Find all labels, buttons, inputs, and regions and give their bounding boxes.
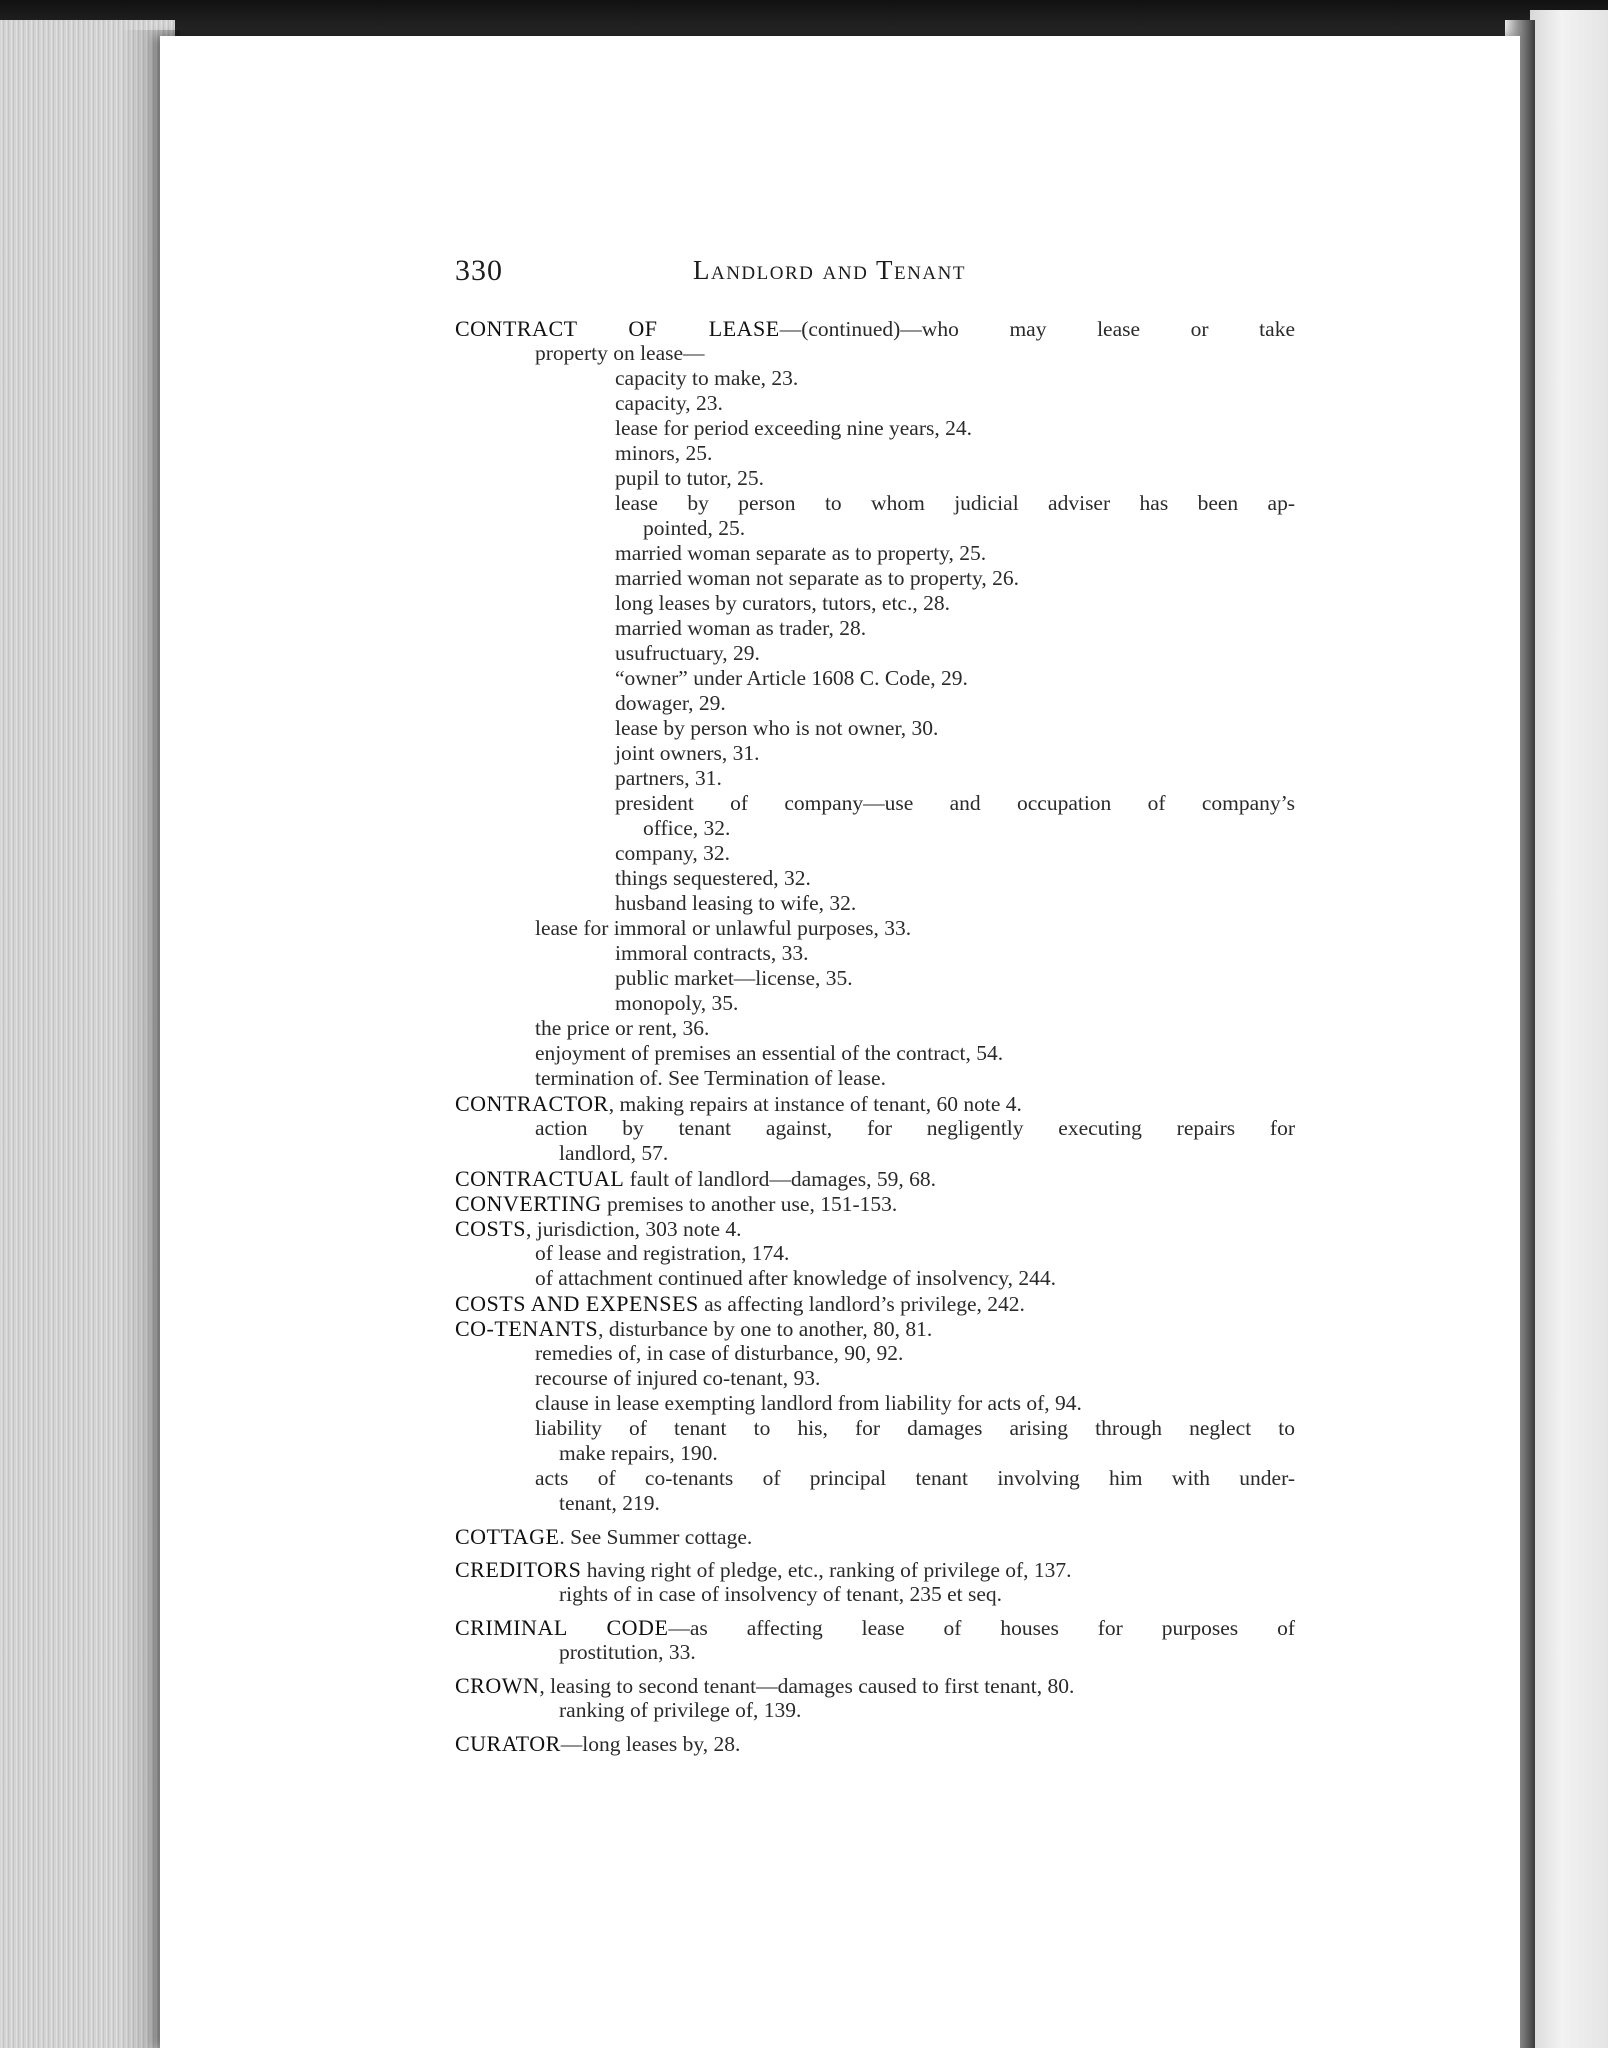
index-text: acts of co-tenants of principal tenant involving him with under- xyxy=(535,1466,1295,1490)
index-subentry-line xyxy=(455,566,1295,591)
index-text: married woman not separate as to property, 26. xyxy=(615,566,1019,590)
index-subentry-line xyxy=(455,691,1295,716)
index-entry-heading-line xyxy=(455,1166,1295,1191)
index-text: clause in lease exempting landlord from liability for acts of, 94. xyxy=(535,1391,1082,1415)
index-entry-heading-line xyxy=(455,1557,1295,1582)
index-entry-heading-line xyxy=(455,1291,1295,1316)
index-subentry-line xyxy=(455,1241,1295,1266)
index-text: the price or rent, 36. xyxy=(535,1016,710,1040)
index-text: “owner” under Article 1608 C. Code, 29. xyxy=(615,666,968,690)
index-entries xyxy=(455,316,1295,1756)
index-entry-heading-line xyxy=(455,316,1295,341)
index-heading: CONTRACT OF LEASE xyxy=(455,316,780,341)
index-text: lease by person who is not owner, 30. xyxy=(615,716,939,740)
entry-gap xyxy=(455,1516,1295,1524)
index-entry-heading-line xyxy=(455,1731,1295,1756)
index-text: long leases by curators, tutors, etc., 28. xyxy=(615,591,950,615)
index-text: capacity, 23. xyxy=(615,391,723,415)
index-text: usufructuary, 29. xyxy=(615,641,760,665)
index-text: of lease and registration, 174. xyxy=(535,1241,790,1265)
index-subentry-line xyxy=(455,441,1295,466)
index-subentry-line xyxy=(455,466,1295,491)
index-text: joint owners, 31. xyxy=(615,741,760,765)
index-text: , disturbance by one to another, 80, 81. xyxy=(598,1317,933,1341)
index-subentry-line xyxy=(455,991,1295,1016)
entry-gap xyxy=(455,1665,1295,1673)
index-subentry-line xyxy=(455,541,1295,566)
index-text: husband leasing to wife, 32. xyxy=(615,891,857,915)
index-entry-heading-line xyxy=(455,1316,1295,1341)
index-subentry-line xyxy=(455,941,1295,966)
index-subentry-line xyxy=(455,391,1295,416)
index-text: action by tenant against, for negligently executing repairs for xyxy=(535,1116,1295,1140)
index-subentry-line xyxy=(455,816,1295,841)
index-text: pointed, 25. xyxy=(643,516,746,540)
entry-gap xyxy=(455,1723,1295,1731)
index-subentry-line xyxy=(455,666,1295,691)
index-text: , leasing to second tenant—damages caused to first tenant, 80. xyxy=(539,1674,1075,1698)
index-subentry-line xyxy=(455,1016,1295,1041)
index-subentry-line xyxy=(455,791,1295,816)
index-heading: CONTRACTUAL xyxy=(455,1166,625,1191)
index-subentry-line xyxy=(455,616,1295,641)
index-text: minors, 25. xyxy=(615,441,713,465)
index-text: termination of. See Termination of lease. xyxy=(535,1066,886,1090)
index-entry-heading-line xyxy=(455,1091,1295,1116)
index-subentry-line xyxy=(455,1041,1295,1066)
index-entry-heading-line xyxy=(455,1524,1295,1549)
index-text: married woman as trader, 28. xyxy=(615,616,867,640)
index-subentry-line xyxy=(455,966,1295,991)
index-text: president of company—use and occupation of company’s xyxy=(615,791,1295,815)
index-subentry-line xyxy=(455,1116,1295,1141)
index-subentry-line xyxy=(455,1640,1295,1665)
index-subentry-line xyxy=(455,1491,1295,1516)
index-text: rights of in case of insolvency of tenant, 235 et seq. xyxy=(559,1582,1003,1606)
index-subentry-line xyxy=(455,1441,1295,1466)
index-subentry-line xyxy=(455,641,1295,666)
index-subentry-line xyxy=(455,841,1295,866)
index-heading: CREDITORS xyxy=(455,1557,582,1582)
index-subentry-line xyxy=(455,491,1295,516)
index-subentry-line xyxy=(455,1466,1295,1491)
adjacent-page-edge xyxy=(1530,10,1608,2048)
index-text: liability of tenant to his, for damages arising through neglect to xyxy=(535,1416,1295,1440)
page-number: 330 xyxy=(455,254,503,287)
index-subentry-line xyxy=(455,916,1295,941)
index-text: landlord, 57. xyxy=(559,1141,669,1165)
index-text: . See Summer cottage. xyxy=(559,1525,753,1549)
index-text: premises to another use, 151-153. xyxy=(601,1192,898,1216)
index-subentry-line xyxy=(455,366,1295,391)
index-subentry-line xyxy=(455,341,1295,366)
index-subentry-line xyxy=(455,866,1295,891)
index-subentry-line xyxy=(455,1391,1295,1416)
index-text: ranking of privilege of, 139. xyxy=(559,1698,802,1722)
index-subentry-line xyxy=(455,1066,1295,1091)
index-heading: COSTS xyxy=(455,1216,526,1241)
index-text: company, 32. xyxy=(615,841,731,865)
index-text: lease for immoral or unlawful purposes, 33. xyxy=(535,916,912,940)
index-subentry-line xyxy=(455,1341,1295,1366)
index-text: lease by person to whom judicial adviser has been ap- xyxy=(615,491,1295,515)
index-text: , jurisdiction, 303 note 4. xyxy=(525,1217,742,1241)
index-text: —as affecting lease of houses for purposes of xyxy=(668,1616,1295,1640)
index-text: fault of landlord—damages, 59, 68. xyxy=(624,1167,936,1191)
index-subentry-line xyxy=(455,416,1295,441)
index-text: pupil to tutor, 25. xyxy=(615,466,765,490)
running-head: Landlord and Tenant xyxy=(693,255,966,285)
index-heading: CONVERTING xyxy=(455,1191,602,1216)
index-text: having right of pledge, etc., ranking of privilege of, 137. xyxy=(581,1558,1072,1582)
index-text: lease for period exceeding nine years, 24. xyxy=(615,416,972,440)
index-subentry-line xyxy=(455,891,1295,916)
index-subentry-line xyxy=(455,1366,1295,1391)
index-text: office, 32. xyxy=(643,816,731,840)
index-subentry-line xyxy=(455,766,1295,791)
index-heading: CURATOR xyxy=(455,1731,561,1756)
index-subentry-line xyxy=(455,741,1295,766)
index-heading: COSTS AND EXPENSES xyxy=(455,1291,699,1316)
index-text: prostitution, 33. xyxy=(559,1640,696,1664)
page-header xyxy=(455,254,1285,298)
index-heading: CRIMINAL CODE xyxy=(455,1615,669,1640)
index-text: recourse of injured co-tenant, 93. xyxy=(535,1366,821,1390)
index-heading: CONTRACTOR xyxy=(455,1091,609,1116)
index-text: tenant, 219. xyxy=(559,1491,660,1515)
index-text: public market—license, 35. xyxy=(615,966,853,990)
index-heading: CROWN xyxy=(455,1673,540,1698)
index-text: as affecting landlord’s privilege, 242. xyxy=(698,1292,1025,1316)
index-text: partners, 31. xyxy=(615,766,722,790)
entry-gap xyxy=(455,1607,1295,1615)
index-heading: COTTAGE xyxy=(455,1524,560,1549)
index-text: , making repairs at instance of tenant, 60 note 4. xyxy=(608,1092,1022,1116)
index-entry-heading-line xyxy=(455,1615,1295,1640)
index-text: remedies of, in case of disturbance, 90, 92. xyxy=(535,1341,904,1365)
index-entry-heading-line xyxy=(455,1216,1295,1241)
index-text: —long leases by, 28. xyxy=(560,1732,741,1756)
index-subentry-line xyxy=(455,1416,1295,1441)
index-heading: CO-TENANTS xyxy=(455,1316,599,1341)
index-text: capacity to make, 23. xyxy=(615,366,799,390)
index-text: —(continued)—who may lease or take xyxy=(779,317,1295,341)
index-subentry-line xyxy=(455,591,1295,616)
index-subentry-line xyxy=(455,1698,1295,1723)
index-text: things sequestered, 32. xyxy=(615,866,811,890)
index-entry-heading-line xyxy=(455,1673,1295,1698)
index-text: of attachment continued after knowledge of insolvency, 244. xyxy=(535,1266,1057,1290)
entry-gap xyxy=(455,1549,1295,1557)
index-subentry-line xyxy=(455,1582,1295,1607)
index-text: dowager, 29. xyxy=(615,691,726,715)
index-entry-heading-line xyxy=(455,1191,1295,1216)
index-text: enjoyment of premises an essential of the contract, 54. xyxy=(535,1041,1004,1065)
index-text: married woman separate as to property, 25. xyxy=(615,541,987,565)
index-subentry-line xyxy=(455,1266,1295,1291)
index-subentry-line xyxy=(455,516,1295,541)
scan-top-border xyxy=(0,0,1608,40)
index-text: monopoly, 35. xyxy=(615,991,739,1015)
index-text: make repairs, 190. xyxy=(559,1441,718,1465)
index-text: immoral contracts, 33. xyxy=(615,941,809,965)
index-subentry-line xyxy=(455,1141,1295,1166)
index-text: property on lease— xyxy=(535,341,705,365)
index-subentry-line xyxy=(455,716,1295,741)
